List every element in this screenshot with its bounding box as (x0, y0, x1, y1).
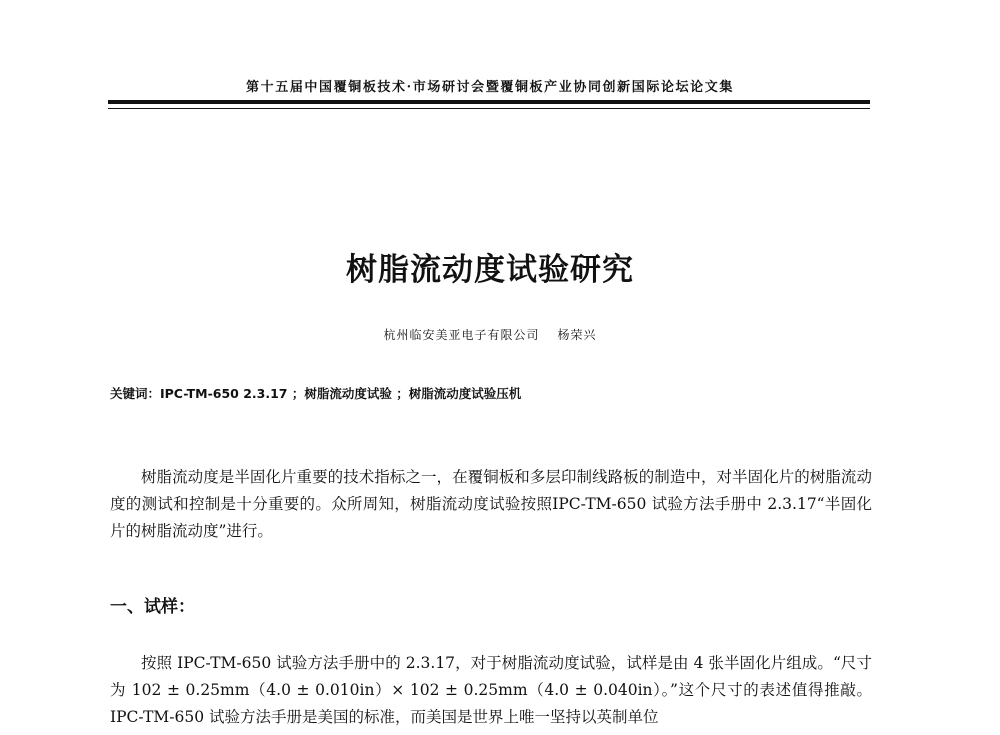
section-heading-sample: 一、试样： (110, 597, 195, 617)
running-head: 第十五届中国覆铜板技术·市场研讨会暨覆铜板产业协同创新国际论坛论文集 (246, 80, 734, 95)
keywords: 关键词：IPC-TM-650 2.3.17 ；树脂流动度试验 ；树脂流动度试验压机 (110, 386, 522, 401)
intro-paragraph: 树脂流动度是半固化片重要的技术指标之一，在覆铜板和多层印制线路板的制造中，对半固化片的树脂流动度的测试和控制是十分重要的。众所周知，树脂流动度试验按照IPC-TM-650 试验方法手册中 2.3.17“半固化片的树脂流动度”进行。 (110, 468, 872, 540)
header-rule-thin (108, 108, 870, 109)
author-line (110, 326, 870, 343)
author-affiliation: 杭州临安美亚电子有限公司 (383, 328, 540, 342)
sample-paragraph: 按照 IPC-TM-650 试验方法手册中的 2.3.17，对于树脂流动度试验，试样是由 4 张半固化片组成。“尺寸为 102 ± 0.25mm（4.0 ± 0.010in）× 102 ± 0.25mm（4.0 ± 0.040in）。”这个尺寸的表述值得推敲。IPC-TM-650 试验方法手册是美国的标准，而美国是世界上唯一坚持以英制单位 (110, 654, 872, 726)
author-name: 杨荣兴 (557, 328, 597, 342)
header-rule-thick (108, 100, 870, 104)
paper-title: 树脂流动度试验研究 (346, 252, 634, 288)
